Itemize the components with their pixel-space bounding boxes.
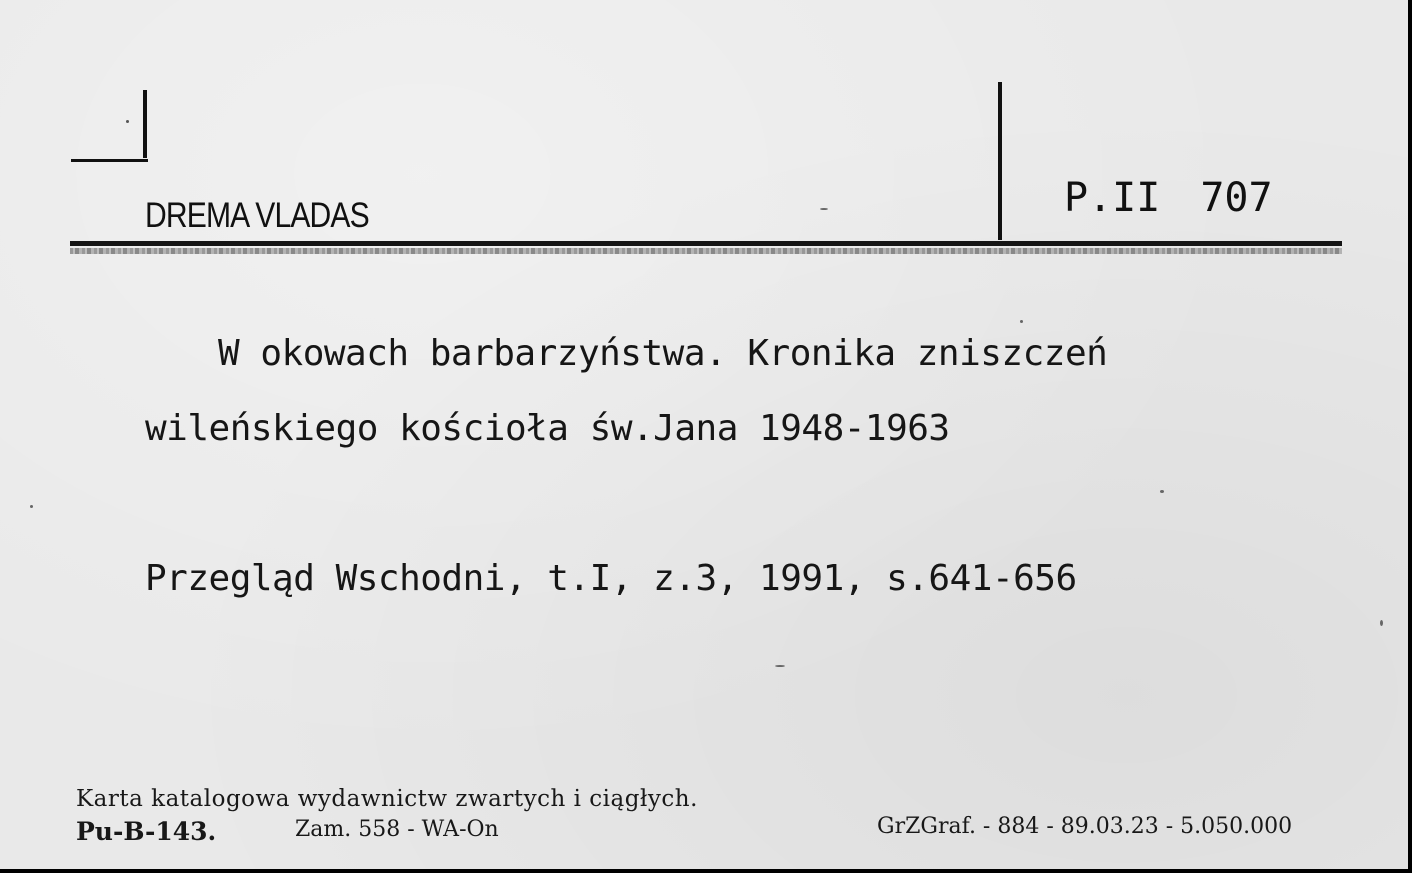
scan-edge-bottom <box>0 869 1412 873</box>
form-code: Pu-B-143. <box>76 817 217 846</box>
dust-speck <box>1020 320 1023 323</box>
heading-rule-texture <box>70 248 1342 254</box>
form-title: Karta katalogowa wydawnictw zwartych i ciągłych. <box>76 786 698 812</box>
source-citation: Przegląd Wschodni, t.I, z.3, 1991, s.641-656 <box>145 558 1077 599</box>
scan-edge-right <box>1408 0 1412 873</box>
order-number: Zam. 558 - WA-On <box>295 817 499 842</box>
dust-speck <box>1380 620 1383 626</box>
call-number-value: 707 <box>1200 175 1273 221</box>
dust-speck <box>1160 490 1164 493</box>
call-number-divider <box>998 82 1002 240</box>
dust-speck <box>775 665 785 667</box>
call-number <box>1064 175 1273 221</box>
dust-speck <box>820 208 828 210</box>
call-number-prefix: P.II <box>1064 175 1161 221</box>
printer-imprint: GrZGraf. - 884 - 89.03.23 - 5.050.000 <box>877 814 1293 839</box>
title-line-1: W okowach barbarzyństwa. Kronika zniszczeń <box>218 333 1108 374</box>
corner-mark-horizontal <box>71 159 148 162</box>
dust-speck <box>30 505 33 508</box>
corner-mark-vertical <box>143 90 147 158</box>
heading-rule <box>70 241 1342 246</box>
author-heading: DREMA VLADAS <box>145 196 369 235</box>
corner-mark-dot <box>126 120 129 123</box>
title-line-2: wileńskiego kościoła św.Jana 1948-1963 <box>145 408 950 449</box>
